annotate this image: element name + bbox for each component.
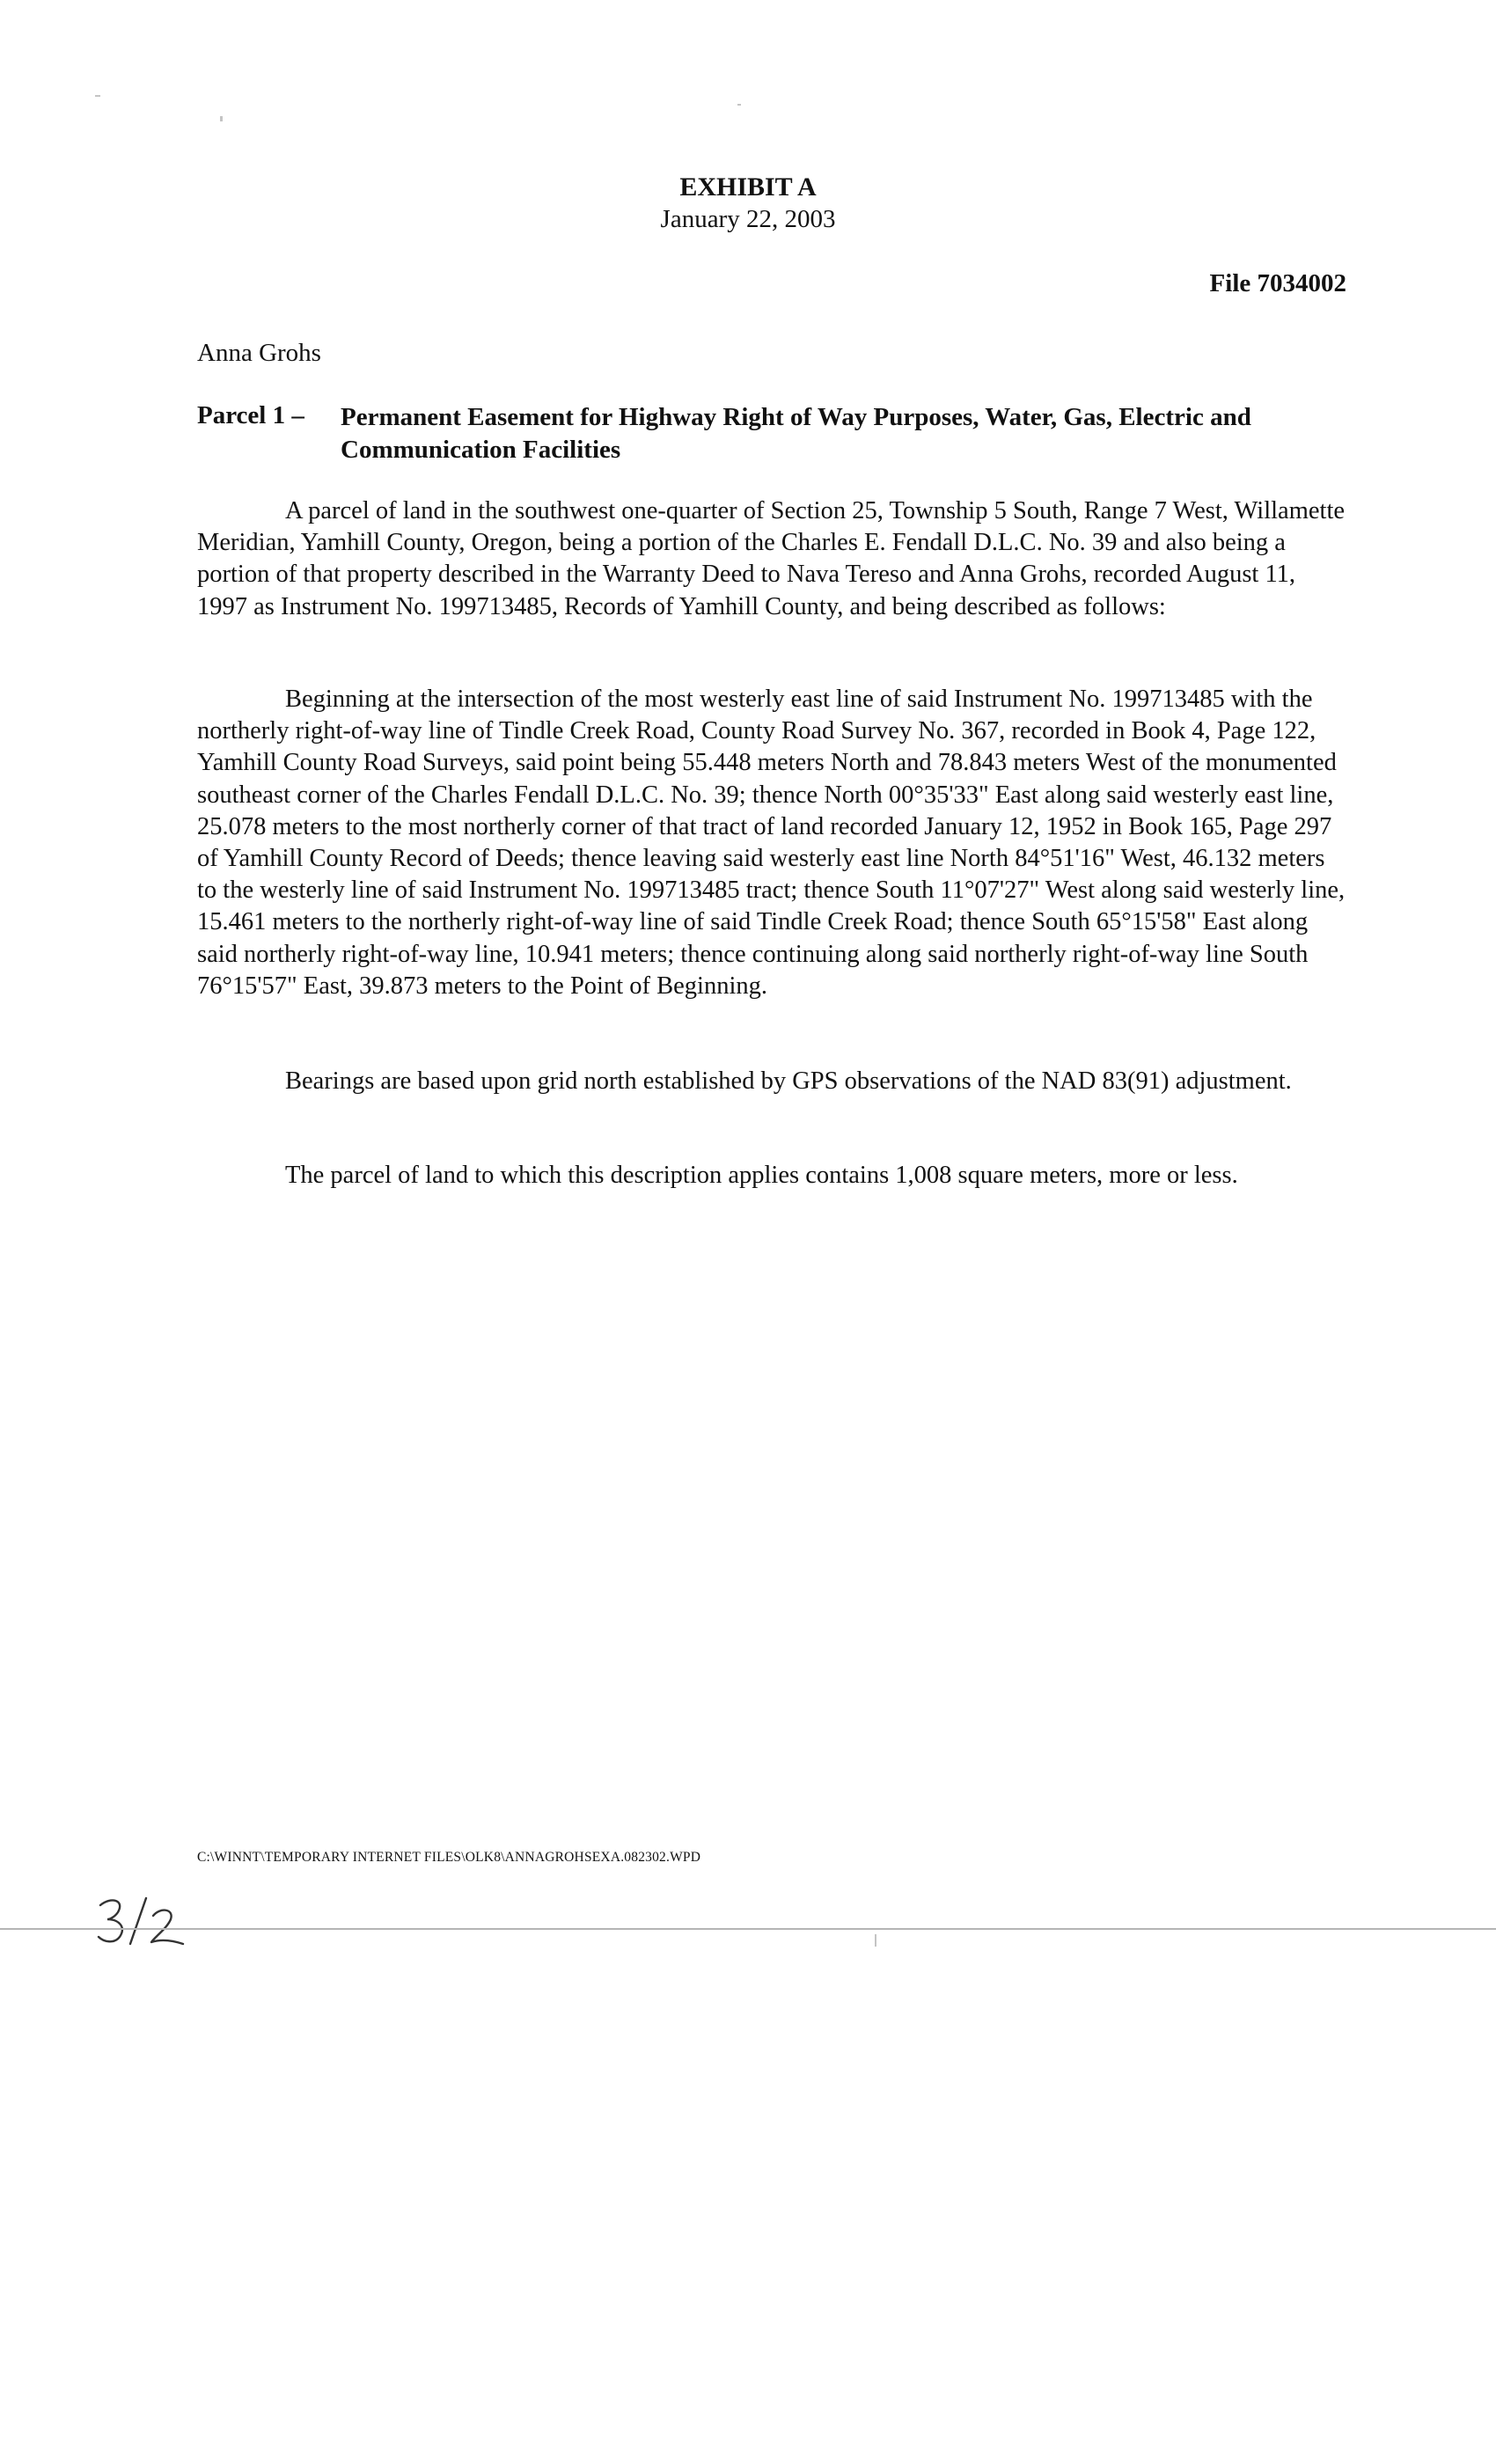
scan-speck [737, 104, 741, 106]
file-number: File 7034002 [1209, 269, 1346, 297]
scan-edge-rule [0, 1928, 1496, 1930]
scan-speck [220, 116, 223, 121]
metes-and-bounds-paragraph: Beginning at the intersection of the most westerly east line of said Instrument No. 199713485 with the northerly right-of-way line of Tindle Creek Road, County Road Survey No. 367, recorded in Book 4, Page 122, Yamhill County Road Surveys, said point being 55.448 meters North and 78.843 meters West of the monumented southeast corner of the Charles Fendall D.L.C. No. 39; thence North 00°35'33" East along said westerly east line, 25.078 meters to the most northerly corner of that tract of land recorded January 12, 1952 in Book 165, Page 297 of Yamhill County Record of Deeds; thence leaving said westerly east line North 84°51'16" West, 46.132 meters to the westerly line of said Instrument No. 199713485 tract; thence South 11°07'27" West along said westerly line, 15.461 meters to the northerly right-of-way line of said Tindle Creek Road; thence South 65°15'58" East along said northerly right-of-way line, 10.941 meters; thence continuing along said northerly right-of-way line South 76°15'57" East, 39.873 meters to the Point of Beginning. [197, 686, 1346, 1000]
parcel-label: Parcel 1 – [197, 401, 304, 429]
description-paragraph: A parcel of land in the southwest one-quarter of Section 25, Township 5 South, Range 7 West, Willamette Meridian, Yamhill County, Oregon, being a portion of the Charles E. Fendall D.L.C. No. 39 and also being a portion of that property described in the Warranty Deed to Nava Tereso and Anna Grohs, recorded August 11, 1997 as Instrument No. 199713485, Records of Yamhill County, and being described as follows: [197, 497, 1346, 620]
scan-speck [875, 1934, 876, 1947]
area-paragraph: The parcel of land to which this description applies contains 1,008 square meters, more or less. [285, 1162, 1238, 1189]
bearings-note-paragraph: Bearings are based upon grid north established by GPS observations of the NAD 83(91) adjustment. [285, 1067, 1292, 1095]
exhibit-title: EXHIBIT A [679, 172, 817, 202]
exhibit-date: January 22, 2003 [660, 205, 836, 233]
parcel-title: Permanent Easement for Highway Right of Way Purposes, Water, Gas, Electric and Communication Facilities [341, 403, 1251, 464]
file-path-footer: C:\WINNT\TEMPORARY INTERNET FILES\OLK8\ANNAGROHSEXA.082302.WPD [197, 1850, 701, 1865]
handwritten-page-note [92, 1886, 188, 1947]
scan-speck [95, 95, 100, 97]
recipient-name: Anna Grohs [197, 339, 321, 367]
